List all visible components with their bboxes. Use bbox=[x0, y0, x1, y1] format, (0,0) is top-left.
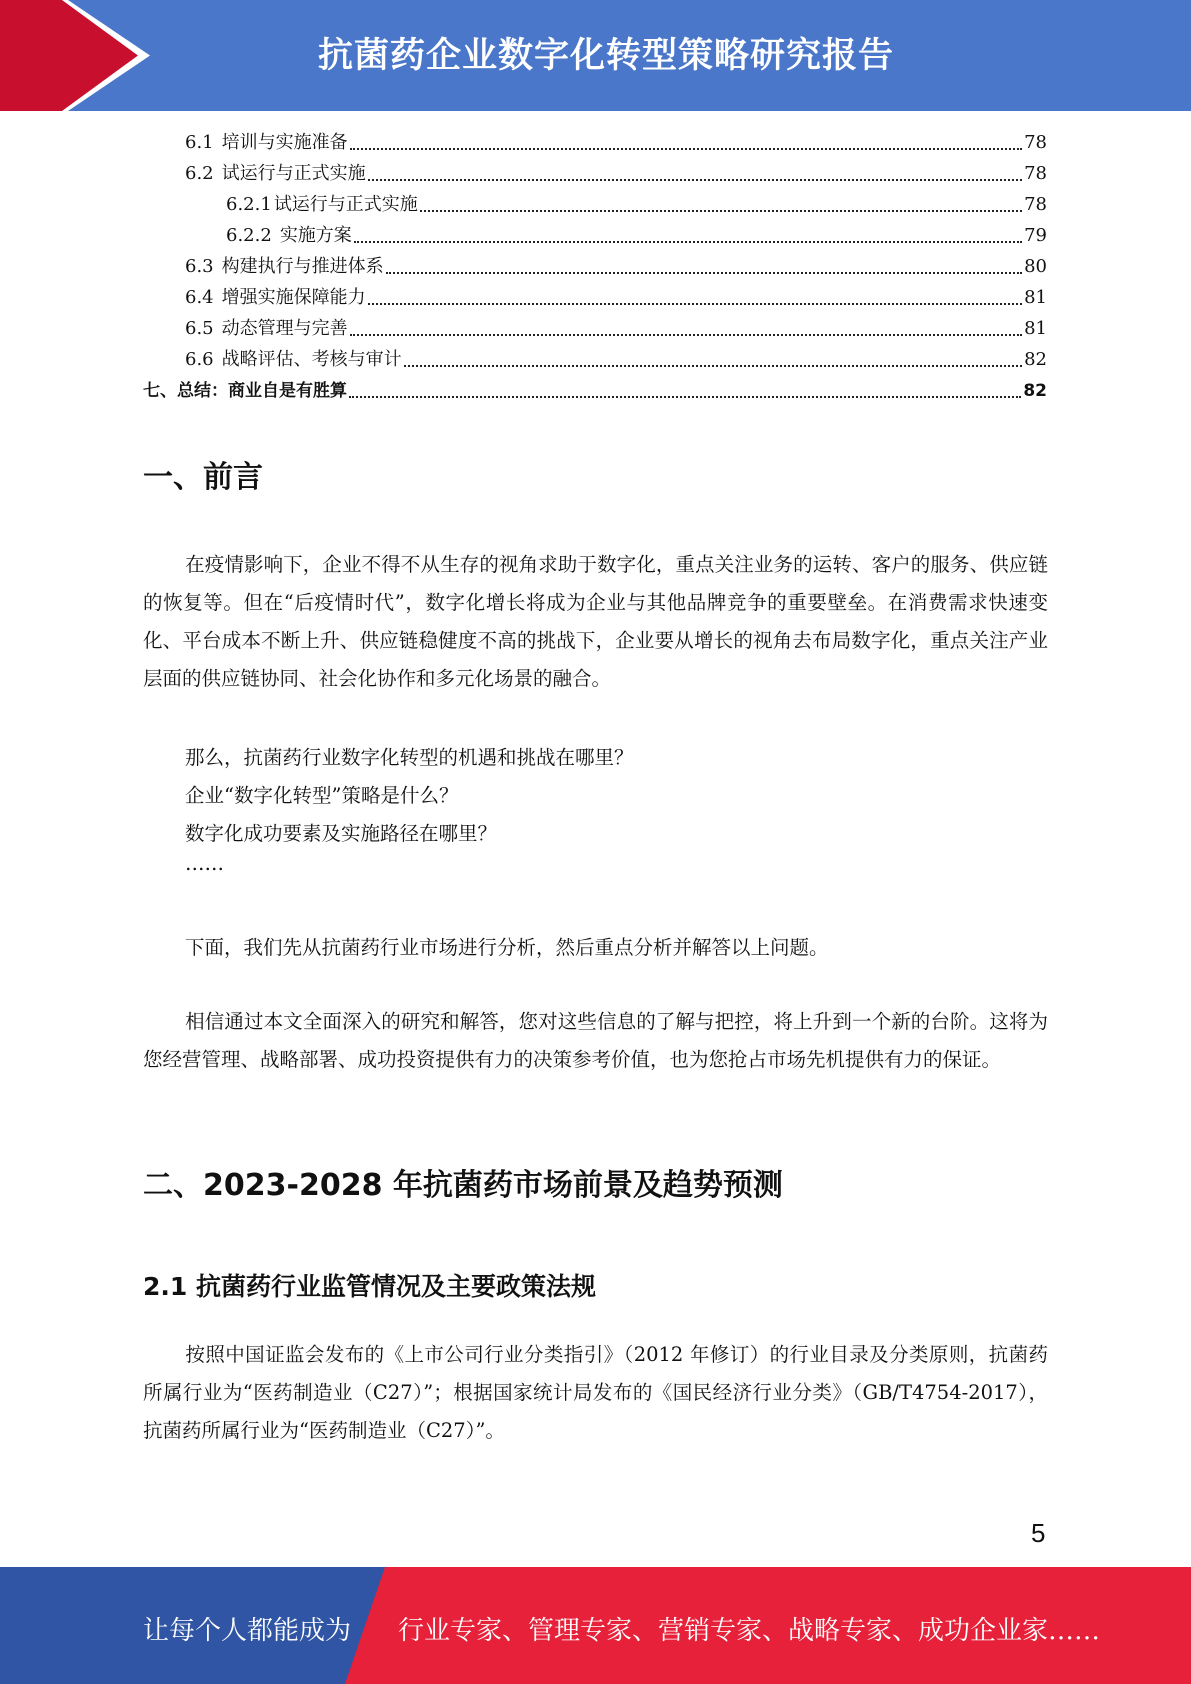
toc-entry[interactable] bbox=[226, 190, 1047, 220]
toc-page: 82 bbox=[1024, 349, 1047, 370]
toc-entry[interactable] bbox=[185, 345, 1047, 375]
page-number: 5 bbox=[1031, 1518, 1046, 1548]
toc-entry[interactable] bbox=[185, 314, 1047, 344]
page-footer bbox=[0, 1567, 1191, 1684]
preface-paragraph-1 bbox=[143, 546, 1048, 698]
toc-page: 79 bbox=[1024, 225, 1047, 246]
report-title: 抗菌药企业数字化转型策略研究报告 bbox=[318, 36, 895, 76]
question-2: 企业“数字化转型”策略是什么？ bbox=[185, 784, 459, 807]
toc-leader-dots bbox=[368, 178, 1022, 181]
toc-page: 78 bbox=[1024, 163, 1047, 184]
paragraph-text: 相信通过本文全面深入的研究和解答，您对这些信息的了解与把控，将上升到一个新的台阶。这将为您经营管理、战略部署、成功投资提供有力的决策参考价值，也为您抢占市场先机提供有力的保证。 bbox=[143, 1010, 1048, 1071]
toc-entry[interactable] bbox=[185, 128, 1047, 158]
question-3: 数字化成功要素及实施路径在哪里？ bbox=[185, 822, 498, 845]
toc-label: 增强实施保障能力 bbox=[221, 287, 366, 308]
toc-number: 七、 bbox=[143, 381, 177, 401]
toc-number: 6.2.1 bbox=[226, 194, 272, 215]
page-header bbox=[0, 0, 1191, 111]
toc-page: 78 bbox=[1024, 132, 1047, 153]
toc-leader-dots bbox=[354, 240, 1022, 243]
toc-label: 总结：商业自是有胜算 bbox=[177, 381, 347, 401]
toc-number: 6.3 bbox=[185, 256, 214, 277]
toc-leader-dots bbox=[350, 147, 1022, 150]
toc-leader-dots bbox=[368, 302, 1022, 305]
toc-label: 构建执行与推进体系 bbox=[221, 256, 384, 277]
toc-leader-dots bbox=[404, 364, 1022, 367]
toc-leader-dots bbox=[350, 333, 1022, 336]
section-heading-preface: 一、前言 bbox=[143, 460, 263, 495]
subsection-heading-regulation: 2.1 抗菌药行业监管情况及主要政策法规 bbox=[143, 1272, 596, 1301]
toc-page: 78 bbox=[1024, 194, 1047, 215]
toc-page: 81 bbox=[1024, 318, 1047, 339]
paragraph-text: 在疫情影响下，企业不得不从生存的视角求助于数字化，重点关注业务的运转、客户的服务、供应链的恢复等。但在“后疫情时代”，数字化增长将成为企业与其他品牌竞争的重要壁垒。在消费需求快速变化、平台成本不断上升、供应链稳健度不高的挑战下，企业要从增长的视角去布局数字化，重点关注产业层面的供应链协同、社会化协作和多元化场景的融合。 bbox=[143, 553, 1048, 690]
preface-paragraph-2: 下面，我们先从抗菌药行业市场进行分析，然后重点分析并解答以上问题。 bbox=[185, 936, 829, 959]
preface-paragraph-3 bbox=[143, 1003, 1048, 1079]
question-1: 那么，抗菌药行业数字化转型的机遇和挑战在哪里？ bbox=[185, 746, 634, 769]
toc-number: 6.4 bbox=[185, 287, 214, 308]
toc-leader-dots bbox=[420, 209, 1022, 212]
toc-number: 6.2.2 bbox=[226, 225, 272, 246]
toc-number: 6.6 bbox=[185, 349, 214, 370]
toc-leader-dots bbox=[349, 395, 1021, 398]
toc-label: 动态管理与完善 bbox=[221, 318, 348, 339]
toc-label: 试运行与正式实施 bbox=[273, 194, 418, 215]
toc-entry[interactable] bbox=[185, 159, 1047, 189]
toc-label: 战略评估、考核与审计 bbox=[221, 349, 402, 370]
section-heading-market: 二、2023-2028 年抗菌药市场前景及趋势预测 bbox=[143, 1168, 783, 1203]
toc-number: 6.1 bbox=[185, 132, 214, 153]
toc-entry[interactable] bbox=[226, 221, 1047, 251]
toc-label: 培训与实施准备 bbox=[221, 132, 348, 153]
toc-page: 80 bbox=[1024, 256, 1047, 277]
paragraph-text: 按照中国证监会发布的《上市公司行业分类指引》（2012 年修订）的行业目录及分类原则，抗菌药所属行业为“医药制造业（C27）”；根据国家统计局发布的《国民经济行业分类》（GB/T4754-2017），抗菌药所属行业为“医药制造业（C27）”。 bbox=[143, 1343, 1048, 1442]
footer-slogan-left: 让每个人都能成为 bbox=[143, 1616, 352, 1646]
toc-entry[interactable] bbox=[185, 252, 1047, 282]
toc-entry-chapter[interactable] bbox=[143, 376, 1047, 406]
toc-label: 试运行与正式实施 bbox=[221, 163, 366, 184]
red-chevron-decoration bbox=[0, 0, 150, 111]
footer-slogan-right: 行业专家、管理专家、营销专家、战略专家、成功企业家…… bbox=[398, 1616, 1101, 1646]
toc-entry[interactable] bbox=[185, 283, 1047, 313]
regulation-paragraph bbox=[143, 1336, 1048, 1450]
toc-page: 82 bbox=[1023, 381, 1047, 401]
toc-page: 81 bbox=[1024, 287, 1047, 308]
toc-number: 6.5 bbox=[185, 318, 214, 339]
toc-leader-dots bbox=[386, 271, 1022, 274]
toc-number: 6.2 bbox=[185, 163, 214, 184]
toc-label: 实施方案 bbox=[279, 225, 352, 246]
ellipsis: …… bbox=[185, 852, 224, 875]
